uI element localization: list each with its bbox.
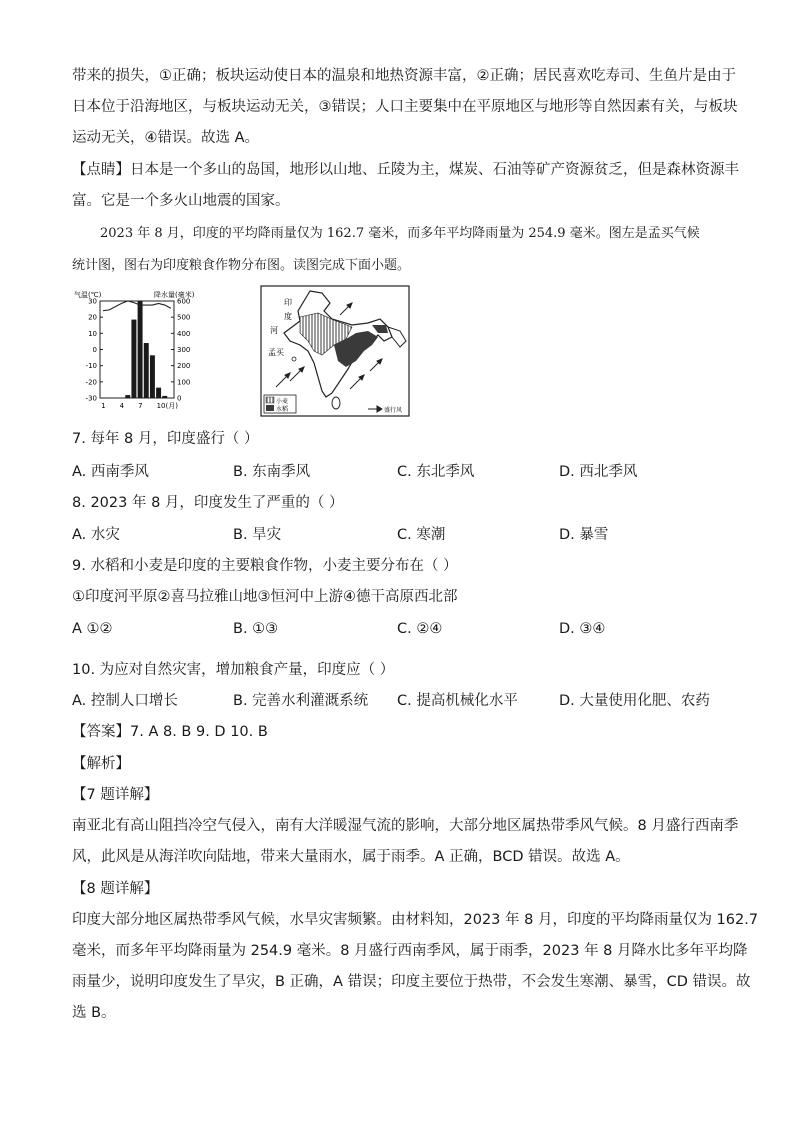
temp-tick: -20 [85, 378, 97, 387]
precip-bar [156, 388, 161, 398]
map-label: 度 [284, 312, 292, 321]
option-c: C. 东北季风 [397, 464, 475, 480]
map-label: 河 [270, 326, 278, 335]
precip-axis-label: 降水量(毫米) [154, 291, 195, 299]
option-d: D. 暴雪 [559, 527, 609, 543]
precip-tick: 400 [177, 329, 191, 338]
precip-tick: 600 [177, 297, 191, 306]
precip-bar [125, 395, 130, 398]
question-choices: ①印度河平原②喜马拉雅山地③恒河中上游④德干高原西北部 [72, 589, 458, 605]
option-a: A. 水灾 [72, 527, 120, 543]
option-b: B. 完善水利灌溉系统 [233, 693, 369, 709]
legend-rice: 水稻 [276, 406, 289, 413]
temp-tick: 10 [88, 329, 97, 338]
question-stem: 10. 为应对自然灾害，增加粮食产量，印度应（ ） [72, 662, 395, 678]
option-b: B. 东南季风 [233, 464, 311, 480]
temp-tick: 0 [92, 346, 97, 354]
option-b: B. 旱灾 [233, 527, 282, 543]
detail-line: 毫米，而多年平均降雨量为 254.9 毫米。8 月盛行西南季风，属于雨季，2023 年 8 月降水比多年平均降 [72, 943, 748, 959]
option-a: A ①② [72, 621, 113, 637]
legend-wheat: 小麦 [276, 398, 289, 405]
option-b: B. ①③ [233, 621, 279, 637]
legend-wind: 盛行风 [384, 407, 403, 414]
detail-heading: 【7 题详解】 [72, 787, 159, 803]
temp-tick: -10 [85, 362, 97, 371]
detail-line: 风，此风是从海洋吹向陆地，带来大量雨水，属于雨季。A 正确，BCD 错误。故选 A。 [72, 849, 630, 865]
material-line: 2023 年 8 月，印度的平均降雨量仅为 162.7 毫米，而多年平均降雨量为 254.9 毫米。图左是孟买气候 [100, 226, 700, 241]
mumbai-dot [292, 357, 296, 361]
precip-tick: 200 [177, 362, 191, 371]
precip-tick: 100 [177, 378, 191, 387]
precip-bar [162, 396, 167, 398]
option-a: A. 控制人口增长 [72, 693, 178, 709]
plot-frame [100, 301, 174, 398]
mumbai-climate-chart [72, 285, 202, 417]
question-stem: 9. 水稻和小麦是印度的主要粮食作物，小麦主要分布在（ ） [72, 558, 458, 574]
detail-line: 选 B。 [72, 1005, 116, 1021]
map-label: 印 [284, 298, 292, 307]
temp-tick: -30 [85, 394, 97, 403]
text-line: 日本位于沿海地区，与板块运动无关，③错误；人口主要集中在平原地区与地形等自然因素有关，与板块 [72, 99, 738, 115]
option-d: D. 西北季风 [559, 464, 638, 480]
month-tick: 7 [138, 402, 143, 410]
precip-bar [138, 301, 143, 398]
option-c: C. 寒潮 [397, 527, 446, 543]
detail-line: 南亚北有高山阻挡冷空气侵入，南有大洋暖湿气流的影响，大部分地区属热带季风气候。8 月盛行西南季 [72, 818, 739, 834]
material-line: 统计图，图右为印度粮食作物分布图。读图完成下面小题。 [72, 258, 411, 273]
question-stem: 8. 2023 年 8 月，印度发生了严重的（ ） [72, 495, 344, 511]
dianjing-line: 【点睛】日本是一个多山的岛国，地形以山地、丘陵为主，煤炭、石油等矿产资源贫乏，但是森林资源丰 [72, 162, 739, 178]
option-a: A. 西南季风 [72, 464, 149, 480]
figures [72, 285, 432, 417]
temp-tick: 30 [88, 297, 97, 306]
precip-bar [144, 343, 149, 398]
dianjing-line: 富。它是一个多火山地震的国家。 [72, 193, 290, 209]
answer-line: 【答案】7. A 8. B 9. D 10. B [72, 724, 268, 740]
precip-bar [150, 355, 155, 398]
temp-tick: 20 [88, 313, 97, 322]
precip-tick: 300 [177, 346, 191, 354]
detail-heading: 【8 题详解】 [72, 881, 159, 897]
precip-tick: 0 [177, 394, 182, 403]
map-label: 孟买 [268, 348, 284, 357]
temperature-line [103, 301, 171, 311]
precip-bar [131, 320, 136, 398]
question-stem: 7. 每年 8 月，印度盛行（ ） [72, 431, 259, 447]
month-tick: 1 [101, 402, 106, 410]
text-line: 带来的损失，①正确；板块运动使日本的温泉和地热资源丰富，②正确；居民喜欢吃寿司、生鱼片是由于 [72, 68, 736, 84]
temp-axis-label: 气温(℃) [74, 291, 102, 299]
legend-wheat-swatch [266, 397, 274, 403]
month-tick: 4 [119, 402, 125, 410]
detail-line: 印度大部分地区属热带季风气候，水旱灾害频繁。由材料知，2023 年 8 月，印度的平均降雨量仅为 162.7 [72, 912, 759, 928]
precip-tick: 500 [177, 313, 191, 322]
india-crop-map [260, 285, 410, 417]
legend-rice-swatch [266, 405, 274, 411]
option-c: C. ②④ [397, 621, 443, 637]
sri-lanka [332, 397, 340, 409]
option-d: D. ③④ [559, 621, 606, 637]
detail-line: 雨量少，说明印度发生了旱灾，B 正确，A 错误；印度主要位于热带，不会发生寒潮、暴雪，CD 错误。故 [72, 974, 751, 990]
option-c: C. 提高机械化水平 [397, 693, 518, 709]
month-tick: 10(月) [156, 402, 178, 410]
text-line: 运动无关，④错误。故选 A。 [72, 130, 260, 146]
option-d: D. 大量使用化肥、农药 [559, 693, 710, 709]
analysis-heading: 【解析】 [72, 756, 130, 772]
